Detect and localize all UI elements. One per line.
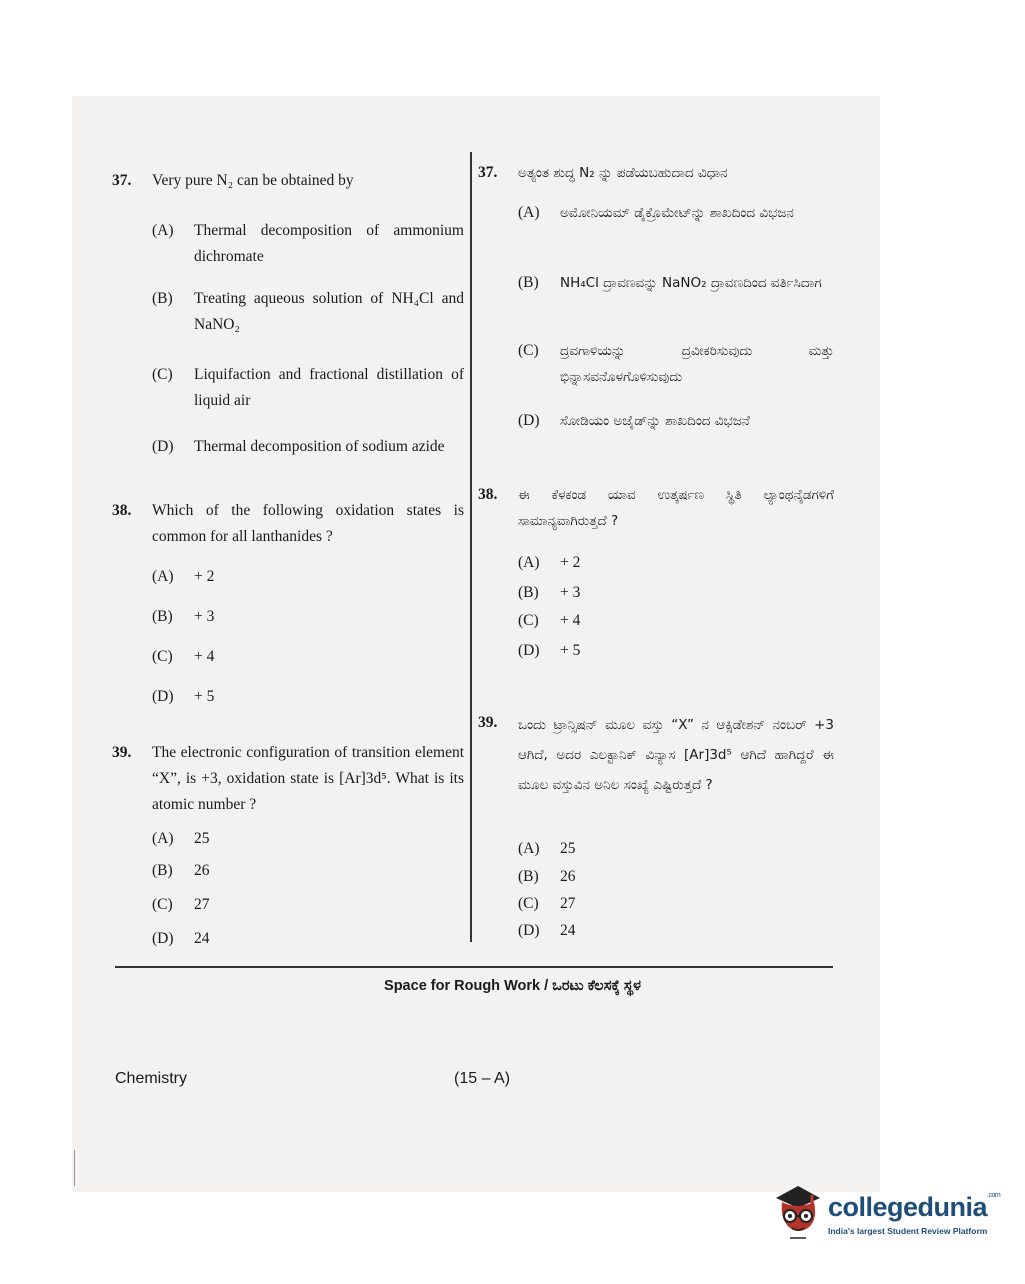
option-label: (D) <box>152 438 174 455</box>
footer-page-number: (15 – A) <box>454 1070 511 1087</box>
question-38-kn <box>478 482 834 534</box>
option-label: (A) <box>152 222 174 239</box>
option-label: (A) <box>518 840 540 857</box>
option-text: + 3 <box>560 584 581 601</box>
option-label: (A) <box>518 554 540 571</box>
option-label: (C) <box>518 342 539 359</box>
option-label: (D) <box>518 412 540 429</box>
option-b <box>152 286 464 338</box>
rough-work-caption: Space for Rough Work / ಒರಟು ಕೆಲಸಕ್ಕೆ ಸ್ಥಳ <box>384 978 641 994</box>
question-text: Very pure N₂ can be obtained by <box>152 172 354 189</box>
option-label: (C) <box>152 366 173 383</box>
option-label: (C) <box>152 648 173 665</box>
option-text: 27 <box>560 895 576 912</box>
option-a <box>518 550 834 576</box>
option-text: + 4 <box>194 648 215 665</box>
option-label: (C) <box>518 612 539 629</box>
question-number: 38. <box>112 502 132 519</box>
option-c <box>518 338 834 390</box>
brand-tagline: India's largest Student Review Platform <box>828 1226 988 1236</box>
option-label: (B) <box>518 868 539 885</box>
option-b <box>152 858 464 884</box>
option-text: 24 <box>194 930 210 947</box>
option-label: (B) <box>518 584 539 601</box>
option-b <box>518 270 834 296</box>
option-label: (D) <box>152 688 174 705</box>
option-label: (D) <box>518 922 540 939</box>
option-text: Thermal decomposition of ammonium dichromate <box>194 222 464 265</box>
option-d <box>152 434 464 460</box>
option-a <box>152 564 464 590</box>
scan-edge-mark <box>74 1150 75 1186</box>
student-mascot-icon <box>768 1180 828 1250</box>
footer-subject: Chemistry <box>115 1070 188 1087</box>
option-label: (D) <box>518 642 540 659</box>
question-38-en <box>112 498 464 550</box>
question-number: 37. <box>112 172 132 189</box>
option-text: 25 <box>194 830 210 847</box>
option-text: 25 <box>560 840 576 857</box>
option-label: (A) <box>518 204 540 221</box>
option-b <box>152 604 464 630</box>
rough-work-divider <box>115 966 833 968</box>
option-c <box>152 644 464 670</box>
option-c <box>518 608 834 634</box>
option-a <box>152 218 464 270</box>
option-d <box>152 684 464 710</box>
option-text: + 5 <box>560 642 581 659</box>
question-text: ಈ ಕೆಳಕಂಡ ಯಾವ ಉತ್ಕರ್ಷಣ ಸ್ಥಿತಿ ಲ್ಯಾಂಥನೈಡಗಳಿಗೆ ಸಾಮಾನ್ಯವಾಗಿರುತ್ತದೆ ? <box>518 487 834 529</box>
option-text: Liquifaction and fractional distillation of liquid air <box>194 366 464 409</box>
option-text: + 4 <box>560 612 581 629</box>
question-number: 37. <box>478 164 498 181</box>
option-c <box>152 892 464 918</box>
option-label: (B) <box>152 290 173 307</box>
question-text: Which of the following oxidation states is common for all lanthanides ? <box>152 502 464 545</box>
option-text: 27 <box>194 896 210 913</box>
option-label: (B) <box>518 274 539 291</box>
question-number: 38. <box>478 486 498 503</box>
option-text: ದ್ರವಗಾಳಿಯನ್ನು ದ್ರವೀಕರಿಸುವುದು ಮತ್ತು ಭಿನ್ನಾಸವನೊಳಗೊಳಿಸುವುದು <box>560 343 834 385</box>
option-d <box>518 638 834 664</box>
option-d <box>152 926 464 952</box>
option-b <box>518 864 834 890</box>
question-text: ಒಂದು ಟ್ರಾನ್ಸಿಷನ್ ಮೂಲ ವಸ್ತು “X” ನ ಆಕ್ಸಿಡೇಶನ್ ನಂಬರ್ +3 ಆಗಿದೆ, ಅದರ ಎಲಕ್ಟಾನಿಕ್ ವಿನ್ಯಾಸ [Ar]3d⁵ ಆಗಿದೆ ಹಾಗಿದ್ದರೆ ಈ ಮೂಲ ವಸ್ತುವಿನ ಅನಿಲ ಸಂಖ್ಯೆ ಎಷ್ಟಿರುತ್ತದೆ ? <box>518 717 834 793</box>
option-text: + 2 <box>560 554 581 571</box>
option-label: (A) <box>152 568 174 585</box>
question-37-kn <box>478 160 834 186</box>
question-text: The electronic configuration of transition element “X”, is +3, oxidation state is [Ar]3d⁵. What is its atomic number ? <box>152 744 464 813</box>
option-label: (C) <box>518 895 539 912</box>
question-37-en <box>112 168 464 194</box>
option-a <box>518 200 834 226</box>
option-text: Treating aqueous solution of NH₄Cl and NaNO₂ <box>194 290 464 333</box>
option-label: (D) <box>152 930 174 947</box>
option-text: 26 <box>560 868 576 885</box>
option-label: (C) <box>152 896 173 913</box>
option-text: Thermal decomposition of sodium azide <box>194 438 445 455</box>
option-d <box>518 408 834 434</box>
question-number: 39. <box>478 714 498 731</box>
question-text: ಅತ್ಯಂತ ಶುದ್ಧ N₂ ನ್ನು ಪಡೆಯಬಹುದಾದ ವಿಧಾನ <box>518 165 728 181</box>
option-text: + 5 <box>194 688 215 705</box>
option-text: + 2 <box>194 568 215 585</box>
collegedunia-watermark <box>768 1180 1001 1250</box>
question-number: 39. <box>112 744 132 761</box>
option-text: 24 <box>560 922 576 939</box>
option-c <box>152 362 464 414</box>
brand-name: collegedunia$^{.com}$ <box>828 1192 1001 1222</box>
column-divider <box>470 152 472 942</box>
option-label: (B) <box>152 608 173 625</box>
option-text: 26 <box>194 862 210 879</box>
option-text: NH₄Cl ದ್ರಾವಣವನ್ನು NaNO₂ ದ್ರಾವಣದಿಂದ ವರ್ತಿಸಿದಾಗ <box>560 275 822 291</box>
option-text: ಸೋಡಿಯಂ ಅಜೈಡ್‌ನ್ನು ಶಾಖದಿಂದ ವಿಭಜನೆ <box>560 413 750 429</box>
option-b <box>518 580 834 606</box>
option-text: ಅಮೋನಿಯಮ್ ಡೈಕ್ರೊಮೇಟ್‌ನ್ನು ಶಾಖದಿಂದ ವಿಭಜನ <box>560 205 794 221</box>
question-39-kn <box>478 710 834 800</box>
option-a <box>152 826 464 852</box>
option-label: (B) <box>152 862 173 879</box>
option-text: + 3 <box>194 608 215 625</box>
option-d <box>518 918 834 944</box>
option-label: (A) <box>152 830 174 847</box>
option-c <box>518 891 834 917</box>
option-a <box>518 836 834 862</box>
question-39-en <box>112 740 464 818</box>
